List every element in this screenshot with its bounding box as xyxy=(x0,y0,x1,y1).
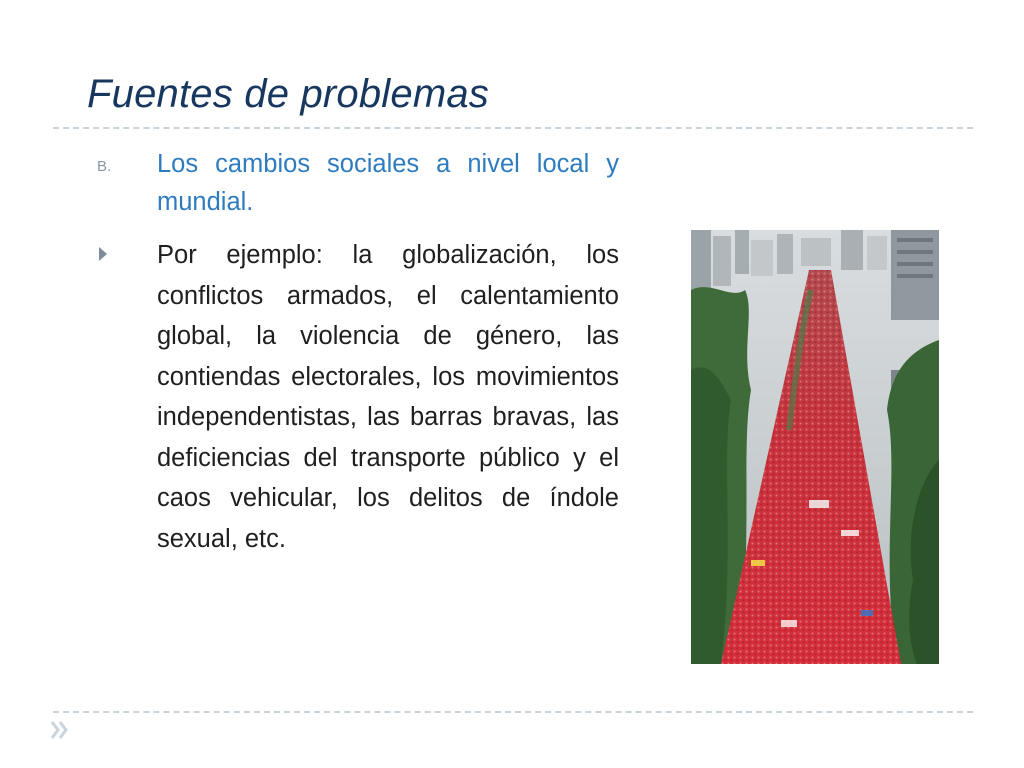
crowd-march-photo xyxy=(691,230,939,664)
example-text: Por ejemplo: la globalización, los conflictos armados, el calentamiento global, la violencia de género, las contiendas electorales, los movimientos independentistas, las barras bravas, las deficiencias del transporte público y el caos vehicular, los delitos de índole sexual, etc. xyxy=(157,241,619,553)
point-b-text: Los cambios sociales a nivel local y mundial. xyxy=(157,150,619,216)
slide-title: Fuentes de problemas xyxy=(87,72,490,116)
footer-divider xyxy=(53,711,973,713)
list-marker-b: B. xyxy=(97,158,112,175)
triangle-bullet-icon xyxy=(96,244,110,264)
title-divider xyxy=(53,127,973,129)
crowd-photo-illustration xyxy=(691,230,939,664)
slide-navigation-icon[interactable] xyxy=(48,716,72,744)
